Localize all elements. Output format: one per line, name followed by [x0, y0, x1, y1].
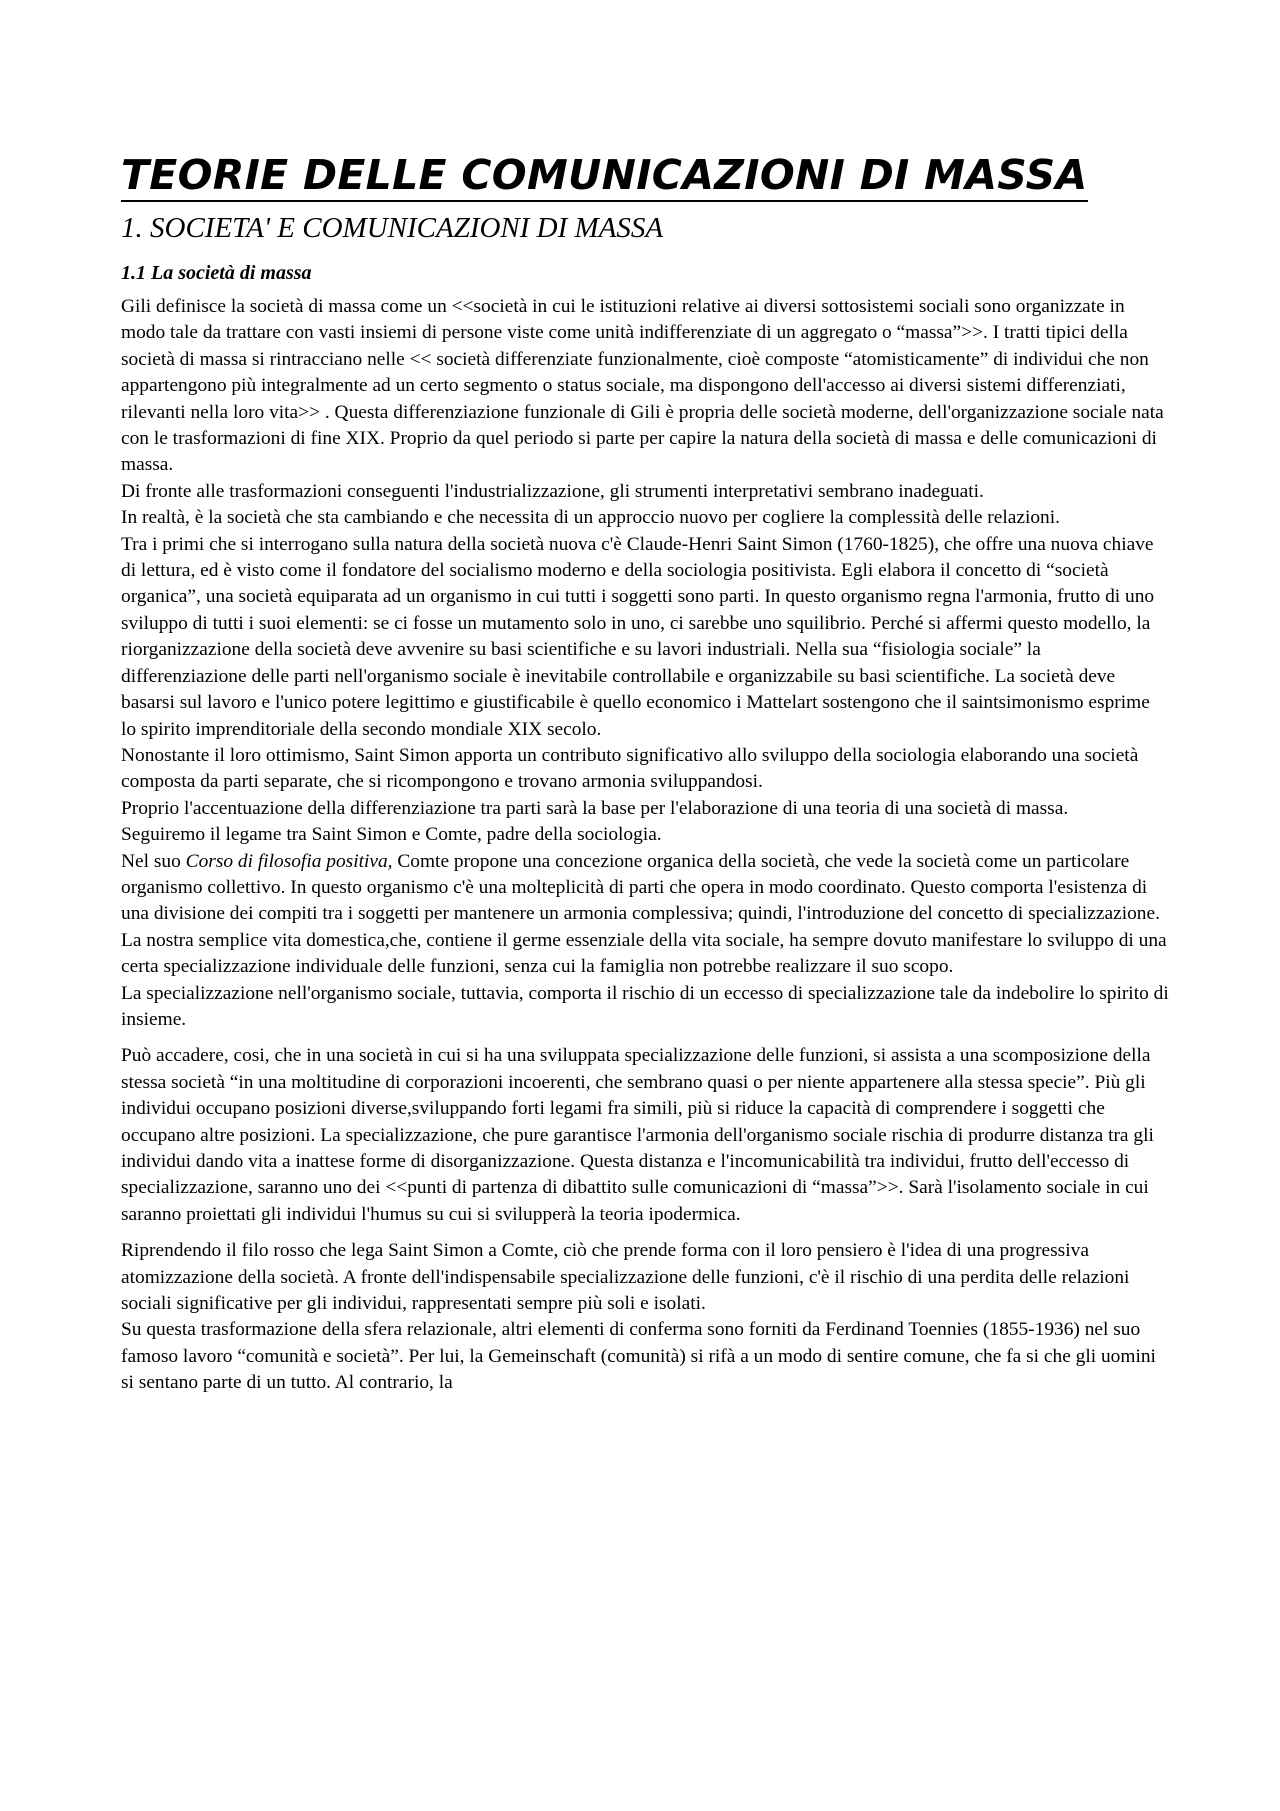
paragraph: Su questa trasformazione della sfera relazionale, altri elementi di conferma sono forniti da Ferdinand Toennies (1855-1936) nel suo famoso lavoro “comunità e società”. Per lui, la Gemeinschaft (comunità) si rifà a un modo di sentire comune, che fa si che gli uomini si sentano parte di un tutto. Al contrario, la [121, 1319, 1156, 1394]
subsection-title: 1.1 La società di massa [121, 262, 312, 284]
paragraph: In realtà, è la società che sta cambiando e che necessita di un approccio nuovo per cogliere la complessità delle relazioni. [121, 507, 1060, 529]
paragraph: Riprendendo il filo rosso che lega Saint Simon a Comte, ciò che prende forma con il loro pensiero è l'idea di una progressiva atomizzazione della società. A fronte dell'indispensabile specializzazione delle funzioni, c'è il rischio di una perdita delle relazioni sociali significative per gli individui, rappresentati sempre più soli e isolati. [121, 1240, 1130, 1315]
book-title: Corso di filosofia positiva, [185, 850, 393, 872]
paragraph: Tra i primi che si interrogano sulla natura della società nuova c'è Claude-Henri Saint Simon (1760-1825), che offre una nuova chiave di lettura, ed è visto come il fondatore del socialismo moderno e della sociologia positivista. Egli elabora il concetto di “società organica”, una società equiparata ad un organismo in cui tutti i soggetti sono parti. In questo organismo regna l'armonia, frutto di uno sviluppo di tutti i suoi elementi: se ci fosse un mutamento solo in uno, ci sarebbe uno squilibrio. Perché si affermi questo modello, la riorganizzazione della società deve avvenire su basi scientifiche e su lavori industriali. Nella sua “fisiologia sociale” la differenziazione delle parti nell'organismo sociale è inevitabile controllabile e organizzabile su basi scientifiche. La società deve basarsi sul lavoro e l'unico potere legittimo e giustificabile è quello economico i Mattelart sostengono che il saintsimonismo esprime lo spirito imprenditoriale della secondo mondiale XIX secolo. [121, 533, 1155, 740]
text-rest: Comte propone una concezione organica della società, che vede la società come un particolare organismo collettivo. In questo organismo c'è una molteplicità di parti che opera in modo coordinato. Questo comporta l'esistenza di una divisione dei compiti tra i soggetti per mantenere un armonia complessiva; quindi, l'introduzione del concetto di specializzazione. La nostra semplice vita domestica,che, contiene il germe essenziale della vita sociale, ha sempre dovuto manifestare lo sviluppo di una certa specializzazione individuale delle funzioni, senza cui la famiglia non potrebbe realizzare il suo scopo. [121, 850, 1167, 978]
paragraph: La specializzazione nell'organismo sociale, tuttavia, comporta il rischio di un eccesso di specializzazione tale da indebolire lo spirito di insieme. [121, 982, 1169, 1030]
paragraph: Seguiremo il legame tra Saint Simon e Comte, padre della sociologia. [121, 824, 662, 846]
text-prefix: Nel suo [121, 850, 186, 872]
paragraph: Proprio l'accentuazione della differenziazione tra parti sarà la base per l'elaborazione di una teoria di una società di massa. [121, 797, 1069, 819]
section-title: 1. SOCIETA' E COMUNICAZIONI DI MASSA [121, 212, 664, 244]
document-page [121, 150, 1169, 1397]
paragraph: Nonostante il loro ottimismo, Saint Simon apporta un contributo significativo allo sviluppo della sociologia elaborando una società composta da parti separate, che si ricompongono e trovano armonia sviluppandosi. [121, 744, 1139, 793]
paragraph: Può accadere, cosi, che in una società in cui si ha una sviluppata specializzazione delle funzioni, si assista a una scomposizione della stessa società “in una moltitudine di corporazioni incoerenti, che sembrano quasi o per niente appartenere alla stessa specie”. Più gli individui occupano posizioni diverse,sviluppando forti legami fra simili, più si riduce la capacità di comprendere i soggetti che occupano altre posizioni. La specializzazione, che pure garantisce l'armonia dell'organismo sociale rischia di produrre distanza tra gli individui dando vita a inattese forme di disorganizzazione. Questa distanza e l'incomunicabilità tra individui, frutto dell'eccesso di specializzazione, saranno uno dei <<punti di partenza di dibattito sulle comunicazioni di “massa”>>. Sarà l'isolamento sociale in cui saranno proiettati gli individui l'humus su cui si svilupperà la teoria ipodermica. [121, 1045, 1154, 1225]
paragraph: Gili definisce la società di massa come un <<società in cui le istituzioni relative ai diversi sottosistemi sociali sono organizzate in modo tale da trattare con vasti insiemi di persone viste come unità indifferenziate di un aggregato o “massa”>>. I tratti tipici della società di massa si rintracciano nelle << società differenziate funzionalmente, cioè composte “atomisticamente” di individui che non appartengono più integralmente ad un certo segmento o status sociale, ma dispongono dell'accesso ai diversi sistemi differenziati, rilevanti nella loro vita>> . Questa differenziazione funzionale di Gili è propria delle società moderne, dell'organizzazione sociale nata con le trasformazioni di fine XIX. Proprio da quel periodo si parte per capire la natura della società di massa e delle comunicazioni di massa. [121, 296, 1164, 476]
paragraph-comte [121, 849, 1169, 981]
document-title: TEORIE DELLE COMUNICAZIONI DI MASSA [121, 150, 1088, 202]
document-body [121, 294, 1169, 1397]
paragraph: Di fronte alle trasformazioni conseguenti l'industrializzazione, gli strumenti interpretativi sembrano inadeguati. [121, 480, 984, 502]
